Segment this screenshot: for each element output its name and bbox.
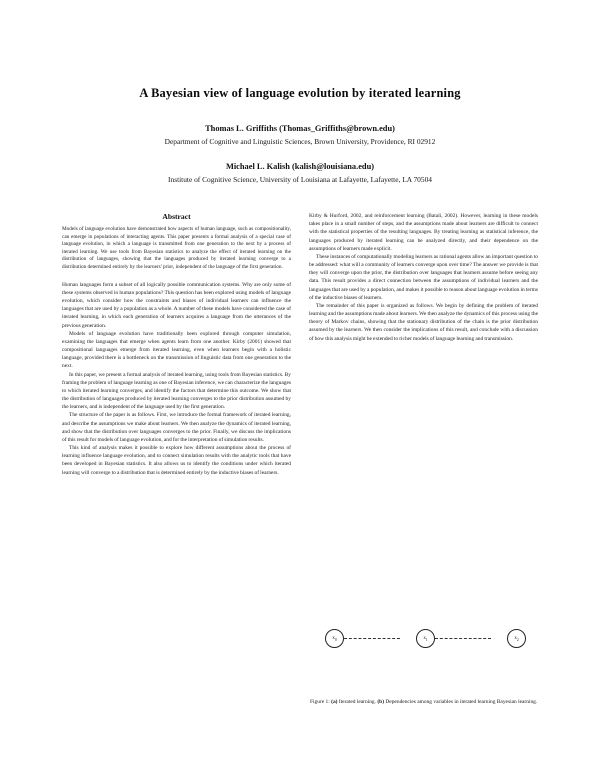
- body-paragraph: These instances of computationally modeling learners as rational agents allow an important question to be addressed: what will a community of learners converge upon over time? The answer we provide is that they will converge upon the prior, the distribution over languages that learners assume before seeing any data. This result provides a direct connection between the assumptions of individual learners and the languages that are used by a population, and makes it possible to reason about language evolution in terms of the inductive biases of learners.: [309, 253, 538, 301]
- abstract-heading: Abstract: [162, 212, 191, 221]
- body-paragraph: Kirby & Hurford, 2002, and reinforcement learning (Batali, 2002). However, learning in these models takes place in a small number of steps, and the assumptions made about learners are difficult to connect with the statistical properties of the resulting languages. By treating learning as statistical inference, the languages produced by iterated learning can be analyzed directly, and their dependence on the assumptions of learners made explicit.: [309, 213, 538, 252]
- body-paragraph: This kind of analysis makes it possible to explore how different assumptions about the process of learning influence language evolution, and to connect simulation results with the analytic tools that have been developed in Bayesian statistics. It also allows us to identify the conditions under which iterated learning will converge to a distribution that is determined entirely by the inductive biases of learners.: [62, 445, 291, 476]
- figure-1: [310, 612, 540, 706]
- figure-node-x0: [325, 629, 344, 648]
- author-affiliation: Department of Cognitive and Linguistic Sciences, Brown University, Providence, RI 02912: [164, 136, 436, 146]
- figure-graphic: [310, 612, 540, 684]
- figure-node-x1: [416, 629, 435, 648]
- author-name: Thomas L. Griffiths (Thomas_Griffiths@brown.edu): [205, 123, 395, 133]
- figure-node-label: x: [514, 636, 517, 641]
- body-paragraph: Models of language evolution have traditionally been explored through computer simulation, examining the languages that emerge when agents learn from one another. Kirby (2001) showed that compositional languages emerge from iterated learning, even when learners begin with a holistic language, provided there is a bottleneck on the transmission of linguistic data from one generation to the next.: [62, 330, 291, 370]
- body-paragraph: In this paper, we present a formal analysis of iterated learning, using tools from Bayesian statistics. By framing the problem of language learning as one of Bayesian inference, we can characterize the languages to which iterated learning converges, and identify the factors that determine this outcome. We show that the distribution of languages produced by iterated learning converges to the prior distribution assumed by the learners, and is independent of the language used by the first generation.: [62, 371, 291, 411]
- figure-caption-prefix: Figure 1:: [310, 699, 330, 705]
- title-block: [0, 0, 600, 185]
- edge-x1-x2: [435, 638, 491, 639]
- author-entry: [62, 123, 538, 147]
- figure-node-subscript: 0: [334, 638, 337, 643]
- author-entry: [62, 161, 538, 185]
- right-column: [309, 212, 538, 477]
- body-paragraph: The structure of the paper is as follows. First, we introduce the formal framework of iterated learning, and describe the assumptions we make about learners. We then analyze the dynamics of iterated learning, and show that the distribution over languages converges to the prior. Finally, we discuss the implications of this result for models of language evolution, and for the interpretation of simulation results.: [62, 412, 291, 443]
- edge-x0-x1: [344, 638, 400, 639]
- figure-caption-a-text: Iterated learning.: [338, 699, 376, 705]
- body-paragraph: The remainder of this paper is organized as follows. We begin by defining the problem of iterated learning and the assumptions made about learners. We then analyze the dynamics of this process using the theory of Markov chains, showing that the stationary distribution of the chain is the prior distribution assumed by the learners. We then consider the implications of this result, and conclude with a discussion of how this analysis might be extended to richer models of language learning and transmission.: [309, 302, 538, 342]
- figure-node-subscript: 1: [425, 638, 428, 643]
- figure-caption: [310, 698, 540, 706]
- left-column: [62, 212, 291, 477]
- author-affiliation: Institute of Cognitive Science, University of Louisiana at Lafayette, Lafayette, LA 70504: [168, 174, 432, 184]
- figure-caption-b-label: (b): [377, 699, 385, 705]
- figure-node-label: x: [423, 636, 426, 641]
- author-name: Michael L. Kalish (kalish@louisiana.edu): [225, 161, 375, 171]
- figure-node-x2: [507, 629, 526, 648]
- body-paragraph: Human languages form a subset of all logically possible communication systems. Why are only some of these systems observed in human populations? This question has been explored using models of language evolution, which consider how the constraints and biases of individual learners can influence the languages that are used by a population as a whole. A number of these models have considered the case of iterated learning, in which each generation of learners acquires a language from the utterances of the previous generation.: [62, 281, 291, 329]
- author-block: [62, 123, 538, 185]
- abstract-paragraph: Models of language evolution have demonstrated how aspects of human language, such as compositionality, can emerge in populations of interacting agents. This paper presents a formal analysis of a special case of language evolution, in which a language is transmitted from one generation to the next by a process of iterated learning. We use tools from Bayesian statistics to analyze the effect of iterated learning on the distribution of languages, showing that the languages produced by iterated learning converge to a distribution determined entirely by the learners' prior, independent of the language of the first generation.: [62, 226, 291, 271]
- page-title: A Bayesian view of language evolution by iterated learning: [139, 86, 461, 100]
- figure-caption-a-label: (a): [331, 699, 338, 705]
- figure-node-subscript: 2: [516, 638, 519, 643]
- body-columns: [62, 212, 538, 477]
- figure-node-label: x: [332, 636, 335, 641]
- figure-caption-b-text: Dependencies among variables in iterated learning Bayesian learning.: [385, 699, 538, 705]
